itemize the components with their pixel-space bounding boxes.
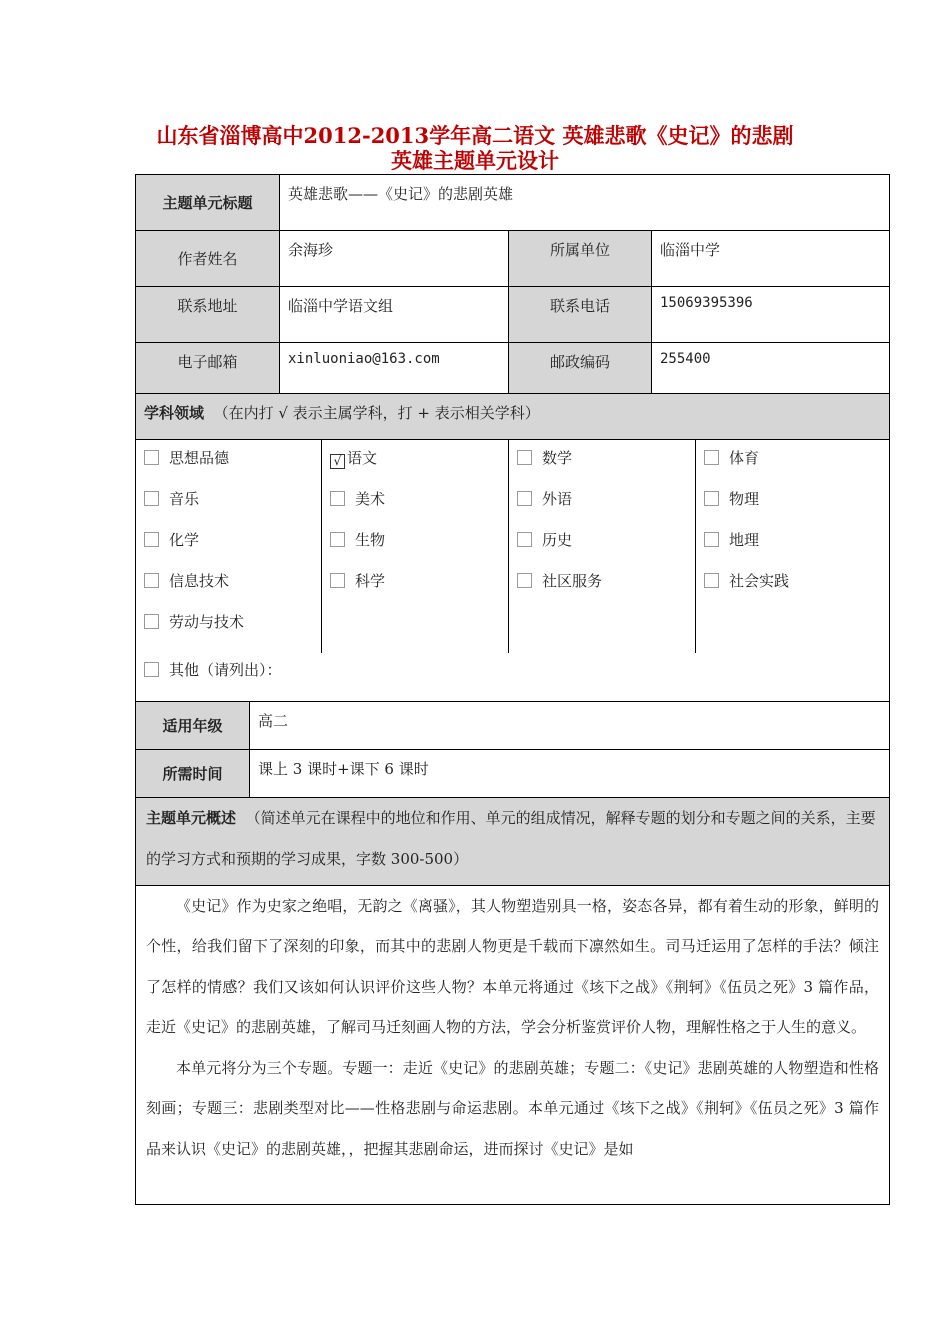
checkbox-icon[interactable]: [144, 614, 159, 629]
checkbox-checked-icon[interactable]: √: [330, 454, 345, 469]
subject-label: 美术: [355, 490, 386, 508]
checkbox-icon[interactable]: [330, 532, 345, 547]
checkbox-icon[interactable]: [704, 532, 719, 547]
subject-label: 生物: [355, 531, 386, 549]
subject-column-3: [509, 440, 696, 654]
grade-value: 高二: [250, 701, 890, 749]
subject-checkbox-yinyue[interactable]: [144, 489, 313, 530]
subject-checkbox-shijian[interactable]: [704, 571, 881, 612]
phone-value: 15069395396: [652, 287, 890, 343]
subject-other-row: [136, 653, 890, 701]
subject-checkbox-meishu[interactable]: [330, 489, 500, 530]
subject-checkbox-shengwu[interactable]: [330, 530, 500, 571]
subject-table: [135, 393, 890, 1205]
subject-label: 体育: [729, 449, 760, 467]
subject-checkbox-shequ[interactable]: [517, 571, 687, 612]
time-label: 所需时间: [136, 749, 250, 797]
subject-label: 化学: [169, 531, 200, 549]
checkbox-icon[interactable]: [144, 573, 159, 588]
subject-label: 思想品德: [169, 449, 230, 467]
overview-body: [136, 885, 890, 1204]
subject-label: 历史: [542, 531, 573, 549]
subject-header-note: （在内打 √ 表示主属学科，打 + 表示相关学科）: [213, 404, 540, 422]
document-title-line1: 山东省淄博高中2012-2013学年高二语文 英雄悲歌《史记》的悲剧: [156, 123, 794, 148]
checkbox-icon[interactable]: [517, 491, 532, 506]
subject-other-label: 其他（请列出）：: [169, 661, 282, 679]
info-table: [135, 174, 890, 399]
subject-checkbox-sixiang[interactable]: [144, 448, 313, 489]
grade-label: 适用年级: [136, 701, 250, 749]
overview-paragraph-2: 本单元将分为三个专题。专题一：走近《史记》的悲剧英雄；专题二：《史记》悲剧英雄的人物塑造和性格刻画；专题三：悲剧类型对比——性格悲剧与命运悲剧。本单元通过《垓下之战》《荆轲》《伍员之死》3 篇作品来认识《史记》的悲剧英雄，，把握其悲剧命运，进而探讨《史记》是如: [146, 1058, 879, 1158]
subject-column-2: [322, 440, 509, 654]
subject-label: 物理: [729, 490, 760, 508]
overview-header: [136, 797, 890, 885]
overview-label: 主题单元概述: [146, 808, 237, 827]
subject-label: 科学: [355, 572, 386, 590]
subject-label: 社区服务: [542, 572, 603, 590]
checkbox-icon[interactable]: [704, 450, 719, 465]
subject-label: 外语: [542, 490, 573, 508]
address-value: 临淄中学语文组: [280, 287, 509, 343]
checkbox-icon[interactable]: [517, 532, 532, 547]
checkbox-icon[interactable]: [517, 573, 532, 588]
author-value: 余海珍: [280, 231, 509, 287]
subject-checkbox-kexue[interactable]: [330, 571, 500, 612]
overview-note: （简述单元在课程中的地位和作用、单元的组成情况，解释专题的划分和专题之间的关系，主要的学习方式和预期的学习成果，字数 300-500）: [146, 808, 876, 868]
subject-checkbox-xinxi[interactable]: [144, 571, 313, 612]
zip-label: 邮政编码: [509, 343, 652, 399]
subject-checkbox-wuli[interactable]: [704, 489, 881, 530]
subject-checkbox-other[interactable]: [144, 653, 881, 687]
unit-label: 所属单位: [509, 231, 652, 287]
checkbox-icon[interactable]: [144, 450, 159, 465]
author-label: 作者姓名: [136, 231, 280, 287]
address-label: 联系地址: [136, 287, 280, 343]
topic-value: 英雄悲歌——《史记》的悲剧英雄: [280, 175, 890, 231]
time-value: 课上 3 课时+课下 6 课时: [250, 749, 890, 797]
email-value: xinluoniao@163.com: [280, 343, 509, 399]
subject-checkbox-tiyu[interactable]: [704, 448, 881, 489]
subject-checkbox-shuxue[interactable]: [517, 448, 687, 489]
subject-label: 地理: [729, 531, 760, 549]
checkbox-icon[interactable]: [330, 491, 345, 506]
subject-checkbox-lishi[interactable]: [517, 530, 687, 571]
document-title-line2: 英雄主题单元设计: [391, 148, 559, 173]
phone-label: 联系电话: [509, 287, 652, 343]
subject-checkbox-dili[interactable]: [704, 530, 881, 571]
checkbox-icon[interactable]: [144, 532, 159, 547]
subject-header: [136, 394, 890, 440]
checkbox-icon[interactable]: [517, 450, 532, 465]
unit-value: 临淄中学: [652, 231, 890, 287]
subject-column-4: [696, 440, 890, 654]
subject-label: 语文: [347, 449, 378, 467]
subject-column-1: [136, 440, 322, 654]
subject-label: 劳动与技术: [169, 613, 245, 631]
overview-paragraph-1: 《史记》作为史家之绝唱，无韵之《离骚》，其人物塑造别具一格，姿态各异，都有着生动的形象，鲜明的个性，给我们留下了深刻的印象，而其中的悲剧人物更是千载而下凛然如生。司马迁运用了怎样的手法？倾注了怎样的情感？我们又该如何认识评价这些人物？本单元将通过《垓下之战》《荆轲》《伍员之死》3 篇作品，走近《史记》的悲剧英雄，了解司马迁刻画人物的方法，学会分析鉴赏评价人物，理解性格之于人生的意义。: [146, 896, 879, 1036]
email-label: 电子邮箱: [136, 343, 280, 399]
checkbox-icon[interactable]: [704, 573, 719, 588]
subject-header-label: 学科领域: [144, 404, 205, 422]
subject-checkbox-laodong[interactable]: [144, 612, 313, 653]
checkbox-icon[interactable]: [144, 662, 159, 677]
subject-label: 音乐: [169, 490, 200, 508]
subject-label: 数学: [542, 449, 573, 467]
checkbox-icon[interactable]: [144, 491, 159, 506]
subject-label: 社会实践: [729, 572, 790, 590]
subject-checkbox-waiyu[interactable]: [517, 489, 687, 530]
subject-checkbox-yuwen[interactable]: [330, 448, 500, 489]
checkbox-icon[interactable]: [704, 491, 719, 506]
subject-checkbox-huaxue[interactable]: [144, 530, 313, 571]
topic-label: 主题单元标题: [136, 175, 280, 231]
subject-label: 信息技术: [169, 572, 230, 590]
zip-value: 255400: [652, 343, 890, 399]
checkbox-icon[interactable]: [330, 573, 345, 588]
